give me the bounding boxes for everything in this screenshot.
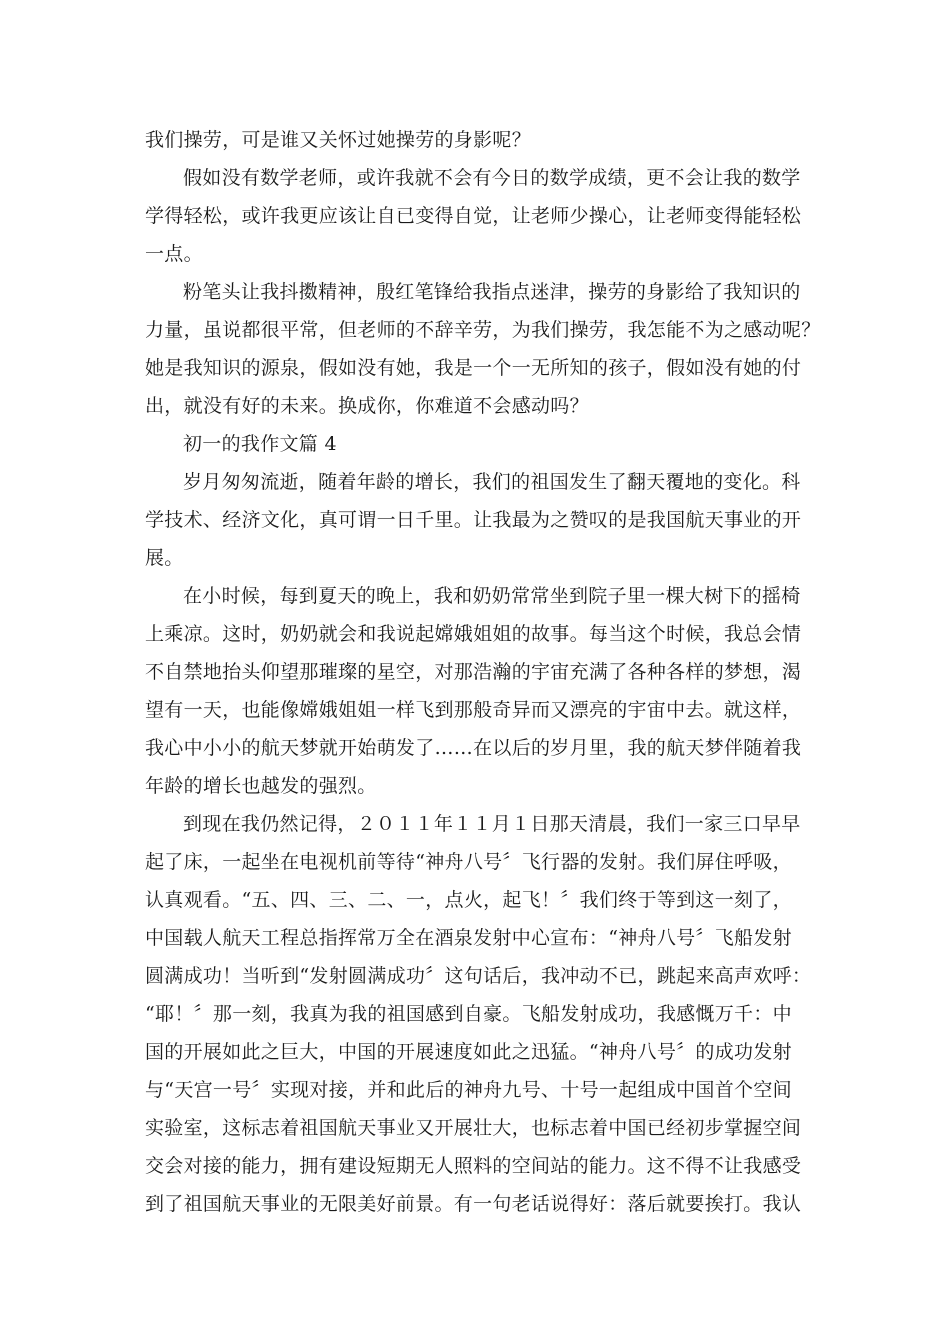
text-line: 国的开展如此之巨大，中国的开展速度如此之迅猛。“神舟八号〞的成功发射 [145, 1041, 792, 1063]
text-line: 学技术、经济文化，真可谓一日千里。让我最为之赞叹的是我国航天事业的开 [145, 509, 802, 531]
text-line: 在小时候，每到夏天的晚上，我和奶奶常常坐到院子里一棵大树下的摇椅 [183, 585, 801, 607]
text-line: 年龄的增长也越发的强烈。 [145, 775, 377, 797]
section-heading: 初一的我作文篇 4 [183, 433, 337, 455]
text-line: 中国载人航天工程总指挥常万全在酒泉发射中心宣布：“神舟八号〞飞船发射 [145, 927, 792, 949]
text-line: 出，就没有好的未来。换成你，你难道不会感动吗？ [145, 395, 589, 417]
text-line: 圆满成功！当听到“发射圆满成功〞这句话后，我冲动不已，跳起来高声欢呼： [145, 965, 812, 987]
text-line: 她是我知识的源泉，假如没有她，我是一个一无所知的孩子，假如没有她的付 [145, 357, 802, 379]
text-line: 望有一天，也能像嫦娥姐姐一样飞到那般奇异而又漂亮的宇宙中去。就这样， [145, 699, 802, 721]
text-line: 力量，虽说都很平常，但老师的不辞辛劳，为我们操劳，我怎能不为之感动呢？ [145, 319, 821, 341]
text-line: 认真观看。“五、四、三、二、一，点火，起飞！〞我们终于等到这一刻了， [145, 889, 792, 911]
text-line: 我们操劳，可是谁又关怀过她操劳的身影呢？ [145, 129, 532, 151]
text-line: 交会对接的能力，拥有建设短期无人照料的空间站的能力。这不得不让我感受 [145, 1155, 802, 1177]
text-line: 一点。 [145, 243, 203, 265]
text-line: 不自禁地抬头仰望那璀璨的星空，对那浩瀚的宇宙充满了各种各样的梦想，渴 [145, 661, 802, 683]
text-line: “耶！〞那一刻，我真为我的祖国感到自豪。飞船发射成功，我感慨万千：中 [145, 1003, 792, 1025]
text-line: 我心中小小的航天梦就开始萌发了……在以后的岁月里，我的航天梦伴随着我 [145, 737, 802, 759]
text-line: 展。 [145, 547, 184, 569]
text-line: 假如没有数学老师，或许我就不会有今日的数学成绩，更不会让我的数学 [183, 167, 801, 189]
text-line: 实验室，这标志着祖国航天事业又开展壮大，也标志着中国已经初步掌握空间 [145, 1117, 802, 1139]
text-line: 学得轻松，或许我更应该让自已变得自觉，让老师少操心，让老师变得能轻松 [145, 205, 802, 227]
text-line: 上乘凉。这时，奶奶就会和我说起嫦娥姐姐的故事。每当这个时候，我总会情 [145, 623, 802, 645]
text-line: 岁月匆匆流逝，随着年龄的增长，我们的祖国发生了翻天覆地的变化。科 [183, 471, 801, 493]
text-line: 起了床，一起坐在电视机前等待“神舟八号〞飞行器的发射。我们屏住呼吸， [145, 851, 792, 873]
text-line: 与“天宫一号〞实现对接，并和此后的神舟九号、十号一起组成中国首个空间 [145, 1079, 792, 1101]
text-line: 到现在我仍然记得，２０１１年１１月１日那天清晨，我们一家三口早早 [183, 813, 801, 835]
text-line: 粉笔头让我抖擞精神，殷红笔锋给我指点迷津，操劳的身影给了我知识的 [183, 281, 801, 303]
text-line: 到了祖国航天事业的无限美好前景。有一句老话说得好：落后就要挨打。我认 [145, 1193, 802, 1215]
